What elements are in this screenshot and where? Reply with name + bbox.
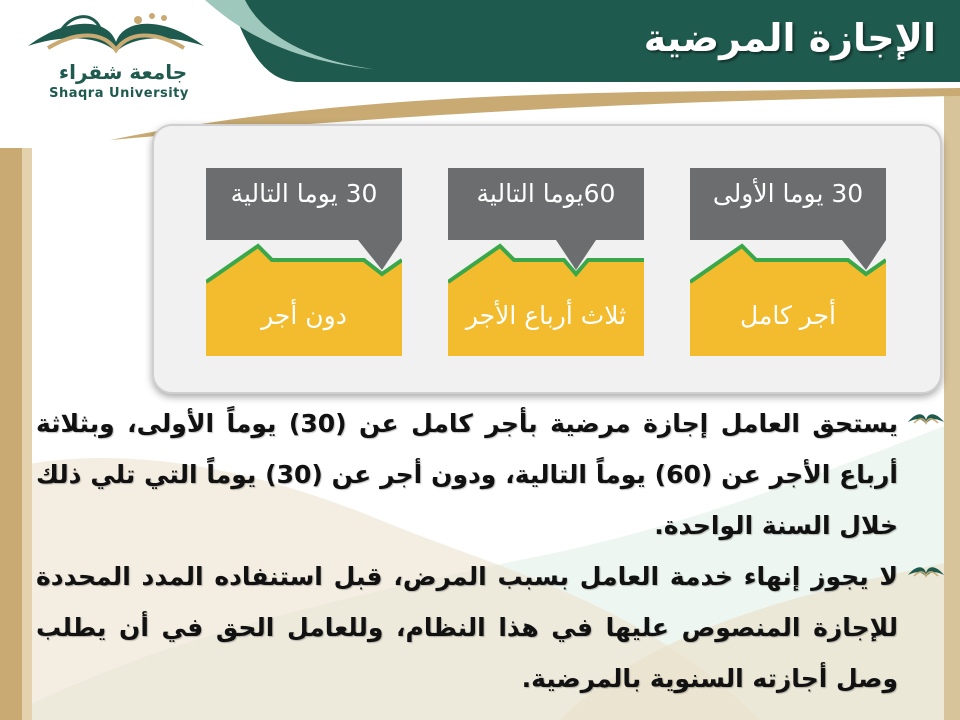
card-pay-label: أجر كامل xyxy=(740,300,836,330)
logo-english-name: Shaqra University xyxy=(49,86,189,101)
logo-arabic-name: جامعة شقراء xyxy=(58,60,188,84)
paragraph-termination-rule xyxy=(36,551,898,704)
card-pay-label: ثلاث أرباع الأجر xyxy=(465,300,627,330)
sick-leave-diagram xyxy=(152,124,942,394)
card-period-label: 30 يوما الأولى xyxy=(712,178,864,208)
card-pay-label: دون أجر xyxy=(261,300,347,330)
body-text xyxy=(36,398,898,704)
bullet-logo-icon xyxy=(906,561,946,581)
slide-title: الإجازة المرضية xyxy=(643,16,936,60)
card-next-30-days xyxy=(206,158,402,358)
card-period-label: 30 يوما التالية xyxy=(230,178,378,208)
card-next-60-days xyxy=(448,158,644,358)
paragraph-text: لا يجوز إنهاء خدمة العامل بسبب المرض، قبل استنفاده المدد المحددة للإجازة المنصوص عليها في هذا النظام، وللعامل الحق في أن يطلب وصل أجازته السنوية بالمرضية. xyxy=(36,562,898,693)
paragraph-text: يستحق العامل إجازة مرضية بأجر كامل عن (30) يوماً الأولى، وبثلاثة أرباع الأجر عن (60) يوماً التالية، ودون أجر عن (30) يوماً التي تلي ذلك خلال السنة الواحدة. xyxy=(36,409,899,540)
paragraph-sick-leave-pay xyxy=(36,398,898,551)
bullet-logo-icon xyxy=(906,408,946,428)
card-first-30-days xyxy=(690,158,886,358)
card-period-label: 60يوما التالية xyxy=(476,178,616,208)
logo-book-icon xyxy=(8,6,223,66)
shaqra-university-logo xyxy=(8,6,223,106)
